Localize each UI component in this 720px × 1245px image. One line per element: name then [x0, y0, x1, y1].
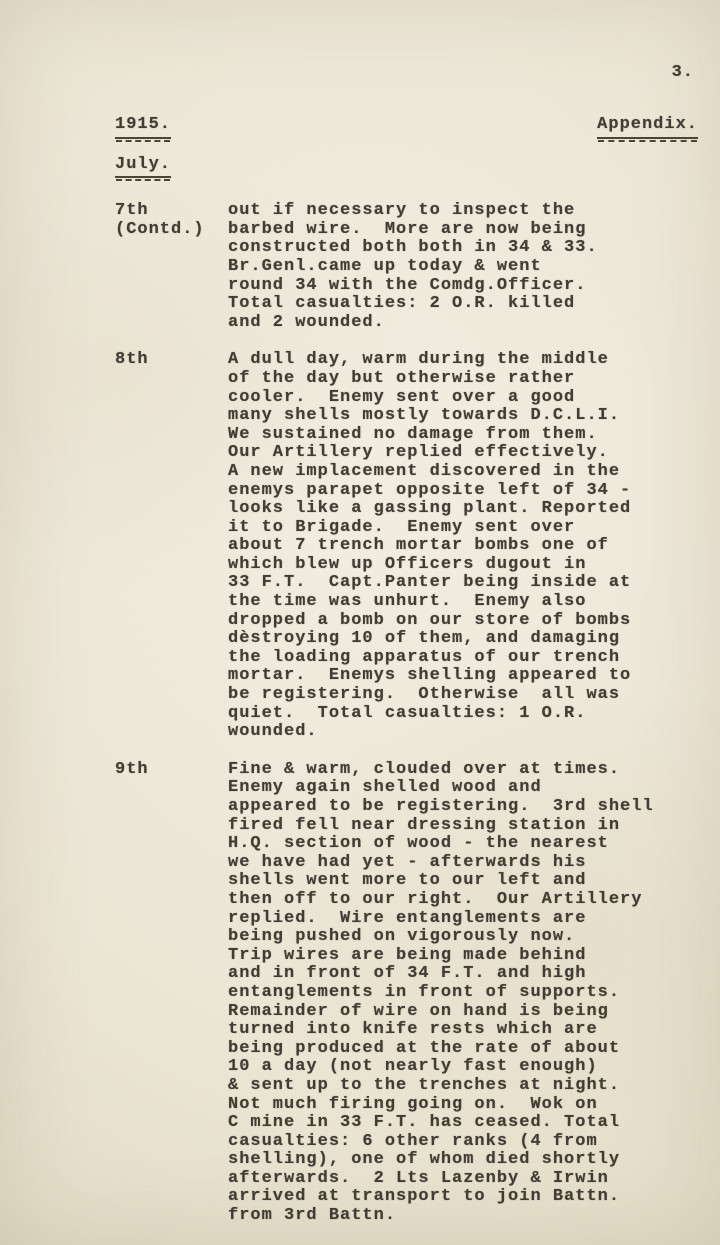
diary-line: casualties: 6 other ranks (4 from — [228, 1131, 598, 1151]
diary-line: the time was unhurt. Enemy also — [228, 592, 587, 612]
diary-line: looks like a gassing plant. Reported — [228, 499, 632, 519]
diary-line: and 2 wounded. — [228, 312, 385, 332]
diary-line: out if necessary to inspect the — [228, 201, 576, 221]
diary-entry — [0, 761, 720, 1226]
diary-line: barbed wire. More are now being — [228, 219, 587, 239]
diary-line: dropped a bomb on our store of bombs — [228, 610, 632, 630]
diary-line: being produced at the rate of about — [228, 1038, 621, 1058]
diary-line: about 7 trench mortar bombs one of — [228, 536, 609, 556]
entry-day-label: 9th — [115, 759, 149, 779]
entry-body — [228, 761, 720, 1226]
diary-line: it to Brigade. Enemy sent over — [228, 517, 576, 537]
diary-line: Fine & warm, clouded over at times. — [228, 759, 621, 779]
entry-body — [228, 351, 720, 741]
diary-line: from 3rd Battn. — [228, 1206, 397, 1226]
header-row — [0, 116, 720, 139]
diary-line: afterwards. 2 Lts Lazenby & Irwin — [228, 1168, 609, 1188]
diary-line: A dull day, warm during the middle — [228, 350, 609, 370]
diary-line: 10 a day (not nearly fast enough) — [228, 1057, 598, 1077]
entries — [0, 202, 720, 1225]
diary-line: wounded. — [228, 722, 318, 742]
diary-line: which blew up Officers dugout in — [228, 554, 587, 574]
diary-line: mortar. Enemys shelling appeared to — [228, 666, 632, 686]
diary-line: C mine in 33 F.T. has ceased. Total — [228, 1113, 621, 1133]
diary-line: of the day but otherwise rather — [228, 368, 576, 388]
diary-line: round 34 with the Comdg.Officer. — [228, 275, 587, 295]
diary-line: Remainder of wire on hand is being — [228, 1001, 609, 1021]
diary-line: appeared to be registering. 3rd shell — [228, 797, 654, 816]
diary-line: H.Q. section of wood - the nearest — [228, 834, 609, 854]
diary-line: Trip wires are being made behind — [228, 945, 587, 965]
diary-line: being pushed on vigorously now. — [228, 927, 576, 947]
diary-line: A new implacement discovered in the — [228, 461, 621, 481]
diary-line: Not much firing going on. Wok on — [228, 1094, 598, 1114]
page-number: 3. — [671, 63, 694, 82]
entry-day-sublabel: (Contd.) — [115, 219, 205, 239]
month-heading: July. — [115, 156, 171, 179]
appendix-heading: Appendix. — [597, 116, 698, 139]
diary-line: we have had yet - afterwards his — [228, 852, 587, 872]
diary-line: many shells mostly towards D.C.L.I. — [228, 406, 621, 426]
entry-day-label: 7th — [115, 201, 149, 221]
entry-day-column — [115, 202, 228, 332]
month-row — [0, 155, 720, 179]
diary-line: be registering. Otherwise all was — [228, 685, 621, 705]
diary-line: constructed both both in 34 & 33. — [228, 238, 598, 258]
diary-line: quiet. Total casualties: 1 O.R. — [228, 703, 587, 723]
diary-line: shelling), one of whom died shortly — [228, 1150, 621, 1170]
diary-line: replied. Wire entanglements are — [228, 908, 587, 928]
entry-day-column — [115, 761, 228, 1226]
diary-line: turned into knife rests which are — [228, 1020, 598, 1040]
diary-entry — [0, 351, 720, 741]
diary-line: & sent up to the trenches at night. — [228, 1075, 621, 1095]
diary-line: Our Artillery replied effectively. — [228, 443, 609, 463]
diary-line: Br.Genl.came up today & went — [228, 256, 542, 276]
year-heading: 1915. — [115, 116, 171, 139]
diary-line: entanglements in front of supports. — [228, 982, 621, 1002]
entry-body — [228, 202, 720, 332]
diary-line: arrived at transport to join Battn. — [228, 1187, 621, 1207]
diary-line: enemys parapet opposite left of 34 - — [228, 480, 632, 500]
diary-line: then off to our right. Our Artillery — [228, 889, 643, 909]
diary-line: Total casualties: 2 O.R. killed — [228, 294, 576, 314]
diary-line: Enemy again shelled wood and — [228, 778, 542, 798]
diary-line: We sustained no damage from them. — [228, 424, 598, 444]
diary-line: shells went more to our left and — [228, 871, 587, 891]
entry-day-label: 8th — [115, 350, 149, 370]
diary-line: and in front of 34 F.T. and high — [228, 964, 587, 984]
diary-line: the loading apparatus of our trench — [228, 647, 621, 667]
diary-line: dèstroying 10 of them, and damaging — [228, 629, 621, 649]
diary-line: cooler. Enemy sent over a good — [228, 387, 576, 407]
diary-line: 33 F.T. Capt.Panter being inside at — [228, 573, 632, 593]
entry-day-column — [115, 351, 228, 741]
diary-line: fired fell near dressing station in — [228, 815, 621, 835]
diary-entry — [0, 202, 720, 332]
